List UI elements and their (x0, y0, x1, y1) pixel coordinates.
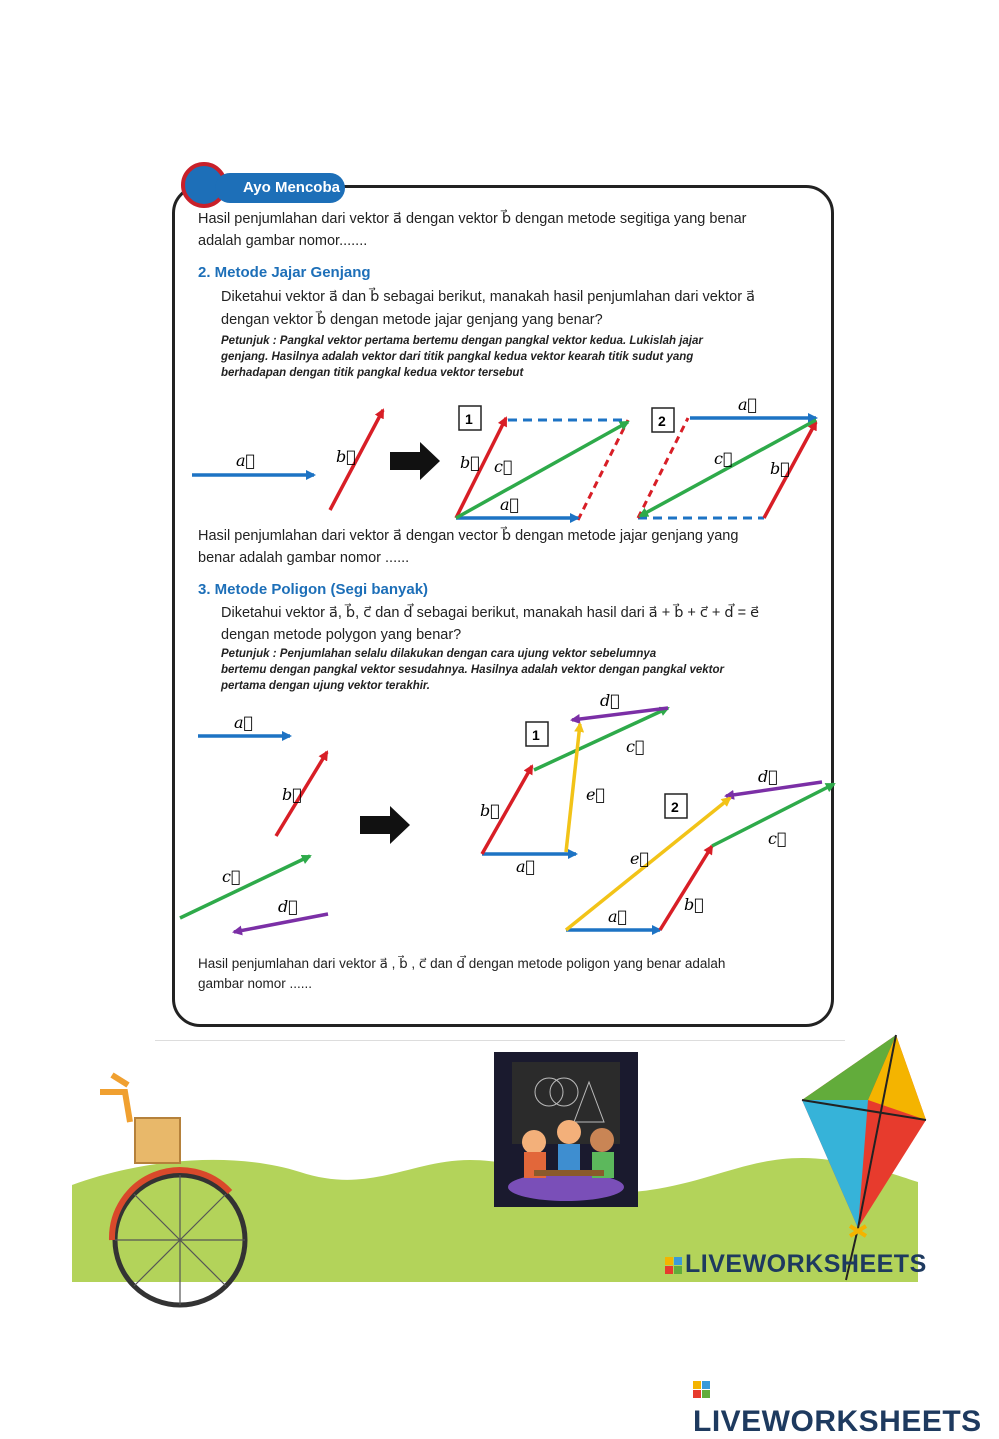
section2-title: 2. Metode Jajar Genjang (198, 264, 371, 281)
section1-question-line1: Hasil penjumlahan dari vektor a⃗ dengan vektor b⃗ dengan metode segitiga yang benar (198, 211, 747, 227)
section2-hint-line3: berhadapan dengan titik pangkal kedua vektor tersebut (221, 367, 524, 379)
section3-question-line2: gambar nomor ...... (198, 976, 313, 991)
svg-text:a⃗: a⃗ (500, 495, 520, 514)
section3-hint-line3: pertama dengan ujung vektor terakhir. (221, 680, 430, 692)
option2-number: 2 (658, 413, 666, 429)
svg-text:a⃗: a⃗ (608, 907, 628, 926)
section3-title: 3. Metode Poligon (Segi banyak) (198, 581, 429, 598)
svg-text:b⃗: b⃗ (282, 785, 302, 804)
section3-hint-line1: Petunjuk : Penjumlahan selalu dilakukan dengan cara ujung vektor sebelumnya (221, 648, 657, 660)
svg-text:a⃗: a⃗ (234, 713, 254, 732)
section3-desc-line1: Diketahui vektor a⃗, b⃗, c⃗ dan d⃗ sebagai berikut, manakah hasil dari a⃗ + b⃗ + c⃗ + d⃗ = e⃗ (221, 605, 760, 621)
vector-b-label: b⃗ (336, 447, 356, 466)
section3-hint-line2: bertemu dengan pangkal vektor sesudahnya. Hasilnya adalah vektor dengan pangkal vektor (221, 664, 724, 676)
section2-hint-line1: Petunjuk : Pangkal vektor pertama bertemu dengan pangkal vektor kedua. Lukislah jajar (221, 335, 703, 347)
svg-text:c⃗: c⃗ (714, 449, 733, 468)
section2-desc-line2: dengan vektor b⃗ dengan metode jajar genjang yang benar? (221, 312, 603, 328)
svg-text:b⃗: b⃗ (770, 459, 790, 478)
section3-desc-line2: dengan metode polygon yang benar? (221, 627, 462, 643)
section3-question-line1: Hasil penjumlahan dari vektor a⃗ , b⃗ , c⃗ dan d⃗ dengan metode poligon yang benar adalah (198, 956, 726, 971)
logo-text: LIVEWORKSHEETS (685, 1250, 927, 1278)
svg-text:e⃗: e⃗ (630, 849, 650, 868)
svg-text:c⃗: c⃗ (626, 737, 645, 756)
svg-text:2: 2 (671, 799, 679, 815)
svg-text:c⃗: c⃗ (494, 457, 513, 476)
svg-text:b⃗: b⃗ (480, 801, 500, 820)
svg-text:c⃗: c⃗ (768, 829, 787, 848)
svg-text:b⃗: b⃗ (460, 453, 480, 472)
bicycle-basket (135, 1118, 180, 1163)
logo-text-bottom: LIVEWORKSHEETS (693, 1405, 982, 1438)
section2-question-line1: Hasil penjumlahan dari vektor a⃗ dengan vector b⃗ dengan metode jajar genjang yang (198, 528, 739, 544)
section2-desc-line1: Diketahui vektor a⃗ dan b⃗ sebagai berikut, manakah hasil penjumlahan dari vektor a⃗ (221, 289, 755, 305)
liveworksheets-logo-icon (665, 1257, 682, 1274)
svg-text:d⃗: d⃗ (278, 897, 298, 916)
svg-text:d⃗: d⃗ (758, 767, 778, 786)
liveworksheets-logo-bottom (693, 1371, 999, 1439)
svg-text:a⃗: a⃗ (738, 395, 758, 414)
ayo-mencoba-tab: Ayo Mencoba (215, 173, 345, 203)
section2-hint-line2: genjang. Hasilnya adalah vektor dari titik pangkal kedua vektor kearah titik sudut yang (221, 351, 694, 363)
vector-a-label: a⃗ (236, 451, 256, 470)
section1-question-line2: adalah gambar nomor....... (198, 233, 368, 249)
svg-text:b⃗: b⃗ (684, 895, 704, 914)
svg-text:d⃗: d⃗ (600, 691, 620, 710)
section2-question-line2: benar adalah gambar nomor ...... (198, 550, 410, 566)
classroom-illustration (494, 1052, 638, 1207)
svg-text:1: 1 (532, 727, 540, 743)
liveworksheets-logo (665, 1250, 927, 1279)
option1-number: 1 (465, 411, 473, 427)
svg-text:e⃗: e⃗ (586, 785, 606, 804)
svg-text:a⃗: a⃗ (516, 857, 536, 876)
liveworksheets-logo-icon (693, 1381, 710, 1398)
svg-text:c⃗: c⃗ (222, 867, 241, 886)
